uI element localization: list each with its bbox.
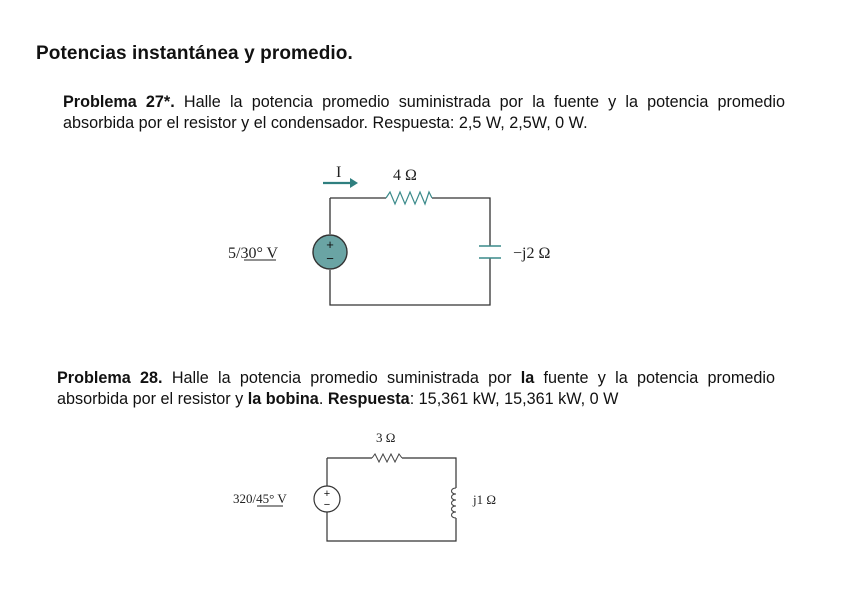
capacitor-label: −j2 Ω [513,245,551,262]
problem-27-label: Problema 27*. [63,93,175,111]
circuit-27-resistor [386,192,432,204]
circuit-28-diagram [225,426,525,551]
problem-28-text-c: fuente y la potencia promedio absorbida por el resistor y [57,369,775,408]
resistor-28-label: 3 Ω [376,430,396,445]
inductor-label: j1 Ω [473,492,497,507]
source-plus-sign: + [326,237,334,252]
problem-28-statement [57,368,775,410]
source-28-minus-sign: − [323,499,331,511]
source-minus-sign: − [326,251,334,266]
problem-28-text-e: . [318,390,328,408]
circuit-27-diagram [220,150,580,320]
problem-27-statement [63,92,785,134]
answer-text: : 15,361 kW, 15,361 kW, 0 W [409,390,619,408]
problem-28-text-a: Halle la potencia promedio suministrada por [162,369,521,387]
current-arrow-head [350,178,358,188]
source-label: 5/30° V [228,245,279,262]
circuit-28-inductor [452,488,457,518]
source-28-plus-sign: + [323,488,331,500]
problem-28-label: Problema 28. [57,369,163,387]
circuit-28-wire [327,458,456,541]
problem-28-text-d: la bobina [247,390,319,408]
problem-27-text: Halle la potencia promedio suministrada por la fuente y la potencia promedio absorbida por el resistor y el condensador. Respuesta: 2,5 W, 2,5W, 0 W. [63,93,785,132]
page-title: Potencias instantánea y promedio. [36,43,353,64]
resistor-label: 4 Ω [393,167,417,184]
current-label: I [336,164,342,181]
circuit-28-resistor [372,454,402,462]
source-28-label: 320/45° V [233,491,287,506]
problem-28-text-b: la [520,369,535,387]
answer-label: Respuesta [327,390,410,408]
circuit-27-wire [330,198,490,305]
